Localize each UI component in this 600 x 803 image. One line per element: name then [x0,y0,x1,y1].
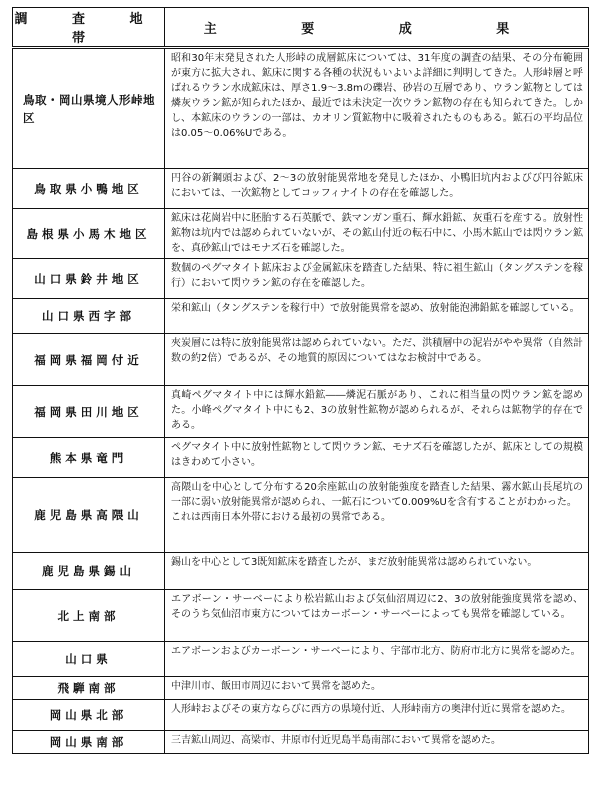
main-result-cell: 錫山を中心として3既知鉱床を踏査したが、まだ放射能異常は認められていない。 [165,553,589,590]
main-result-cell: 高隈山を中心として分布する20余座鉱山の放射能強度を踏査した結果、霧水鉱山長尾坑の一部に弱い放射能異常が認められ、一鉱石について0.009%Uを含有することがわかった。 これは西南日本外帯における最初の異常である。 [165,478,589,553]
table-row [13,334,589,386]
survey-results-table [12,7,589,754]
survey-area-cell: 鳥取県小鴨地区 [13,169,165,209]
table-header-row [13,8,589,48]
survey-area-cell: 福岡県福岡付近 [13,334,165,386]
main-result-cell: 夾炭層には特に放射能異常は認められていない。ただ、洪積層中の泥岩がやや異常（自然計数の約2倍）であるが、その地質的原因についてはなお検討中である。 [165,334,589,386]
main-result-cell: 鉱床は花崗岩中に胚胎する石英脈で、鉄マンガン重石、輝水鉛鉱、灰重石を産する。放射性鉱物は坑内では認められていないが、その鉱山付近の転石中に、小馬木鉱山では閃ウラン鉱を、真砂鉱山ではモナズ石を確認した。 [165,209,589,259]
main-result-cell: エアボーン・サーベーにより松岩鉱山および気仙沼周辺に2、3の放射能強度異常を認め、そのうち気仙沼市東方についてはカーボーン・サーベーによっても異常を確認している。 [165,590,589,642]
main-result-cell: 三吉鉱山周辺、高梁市、井原市付近児島半島南部において異常を認めた。 [165,731,589,754]
table-row [13,731,589,754]
table-row [13,259,589,299]
table-row [13,438,589,478]
survey-area-cell: 飛騨南部 [13,677,165,700]
table-row [13,677,589,700]
survey-area-cell: 鹿児島県錫山 [13,553,165,590]
survey-area-cell: 鹿児島県高隈山 [13,478,165,553]
header-main-results: 主 要 成 果 [165,8,589,48]
main-result-cell: エアボーンおよびカーボーン・サーベーにより、宇部市北方、防府市北方に異常を認めた。 [165,642,589,677]
table-row [13,169,589,209]
main-result-cell: 昭和30年末発見された人形峠の成層鉱床については、31年度の調査の結果、その分布範囲が東方に拡大され、鉱床に関する各種の状況もいよいよ詳細に判明してきた。人形峠層と呼ばれるウラン水成鉱床は、厚さ1.9～3.8mの礫岩、砂岩の互層であり、ウラン鉱物としては燐灰ウラン鉱が知られたほか、最近では未決定一次ウラン鉱物の存在も知られてきた。しかし、本鉱床のウランの一部は、カオリン質鉱物中に吸着されたものもある。鉱石の平均品位は0.05～0.06%Uである。 [165,48,589,169]
survey-area-cell: 鳥取・岡山県境人形峠地区 [13,48,165,169]
main-result-cell: ペグマタイト中に放射性鉱物として閃ウラン鉱、モナズ石を確認したが、鉱床としての規模はきわめて小さい。 [165,438,589,478]
survey-area-cell: 北上南部 [13,590,165,642]
table-row [13,590,589,642]
main-result-cell: 栄和鉱山（タングステンを稼行中）で放射能異常を認め、放射能泡沸鉛鉱を確認している。 [165,299,589,334]
main-result-cell: 数個のペグマタイト鉱床および金属鉱床を踏査した結果、特に祖生鉱山（タングステンを稼行）において閃ウラン鉱の存在を確認した。 [165,259,589,299]
survey-area-cell: 熊本県竜門 [13,438,165,478]
main-result-cell: 円谷の新鋼頭および、2～3の放射能異常地を発見したほか、小鴨旧坑内およびび円谷鉱床においては、一次鉱物としてコッフィナイトの存在を確認した。 [165,169,589,209]
survey-area-cell: 岡山県南部 [13,731,165,754]
survey-area-cell: 岡山県北部 [13,700,165,731]
table-row [13,642,589,677]
survey-area-cell: 山口県西字部 [13,299,165,334]
survey-area-cell: 山口県 [13,642,165,677]
survey-area-cell: 島根県小馬木地区 [13,209,165,259]
table-row [13,553,589,590]
table-row [13,209,589,259]
main-result-cell: 人形峠およびその東方ならびに西方の県境付近、人形峠南方の奥津付近に異常を認めた。 [165,700,589,731]
table-row [13,700,589,731]
table-row [13,299,589,334]
table-row [13,478,589,553]
header-survey-area: 調 査 地 帯 [13,8,165,48]
main-result-cell: 真崎ペグマタイト中には輝水鉛鉱――燐泥石脈があり、これに相当量の閃ウラン鉱を認めた。小峰ペグマタイト中にも2、3の放射性鉱物が認められるが、それらは鉱物学的存在である。 [165,386,589,438]
main-result-cell: 中津川市、飯田市周辺において異常を認めた。 [165,677,589,700]
survey-area-cell: 福岡県田川地区 [13,386,165,438]
table-row [13,48,589,169]
survey-area-cell: 山口県鈴井地区 [13,259,165,299]
table-row [13,386,589,438]
